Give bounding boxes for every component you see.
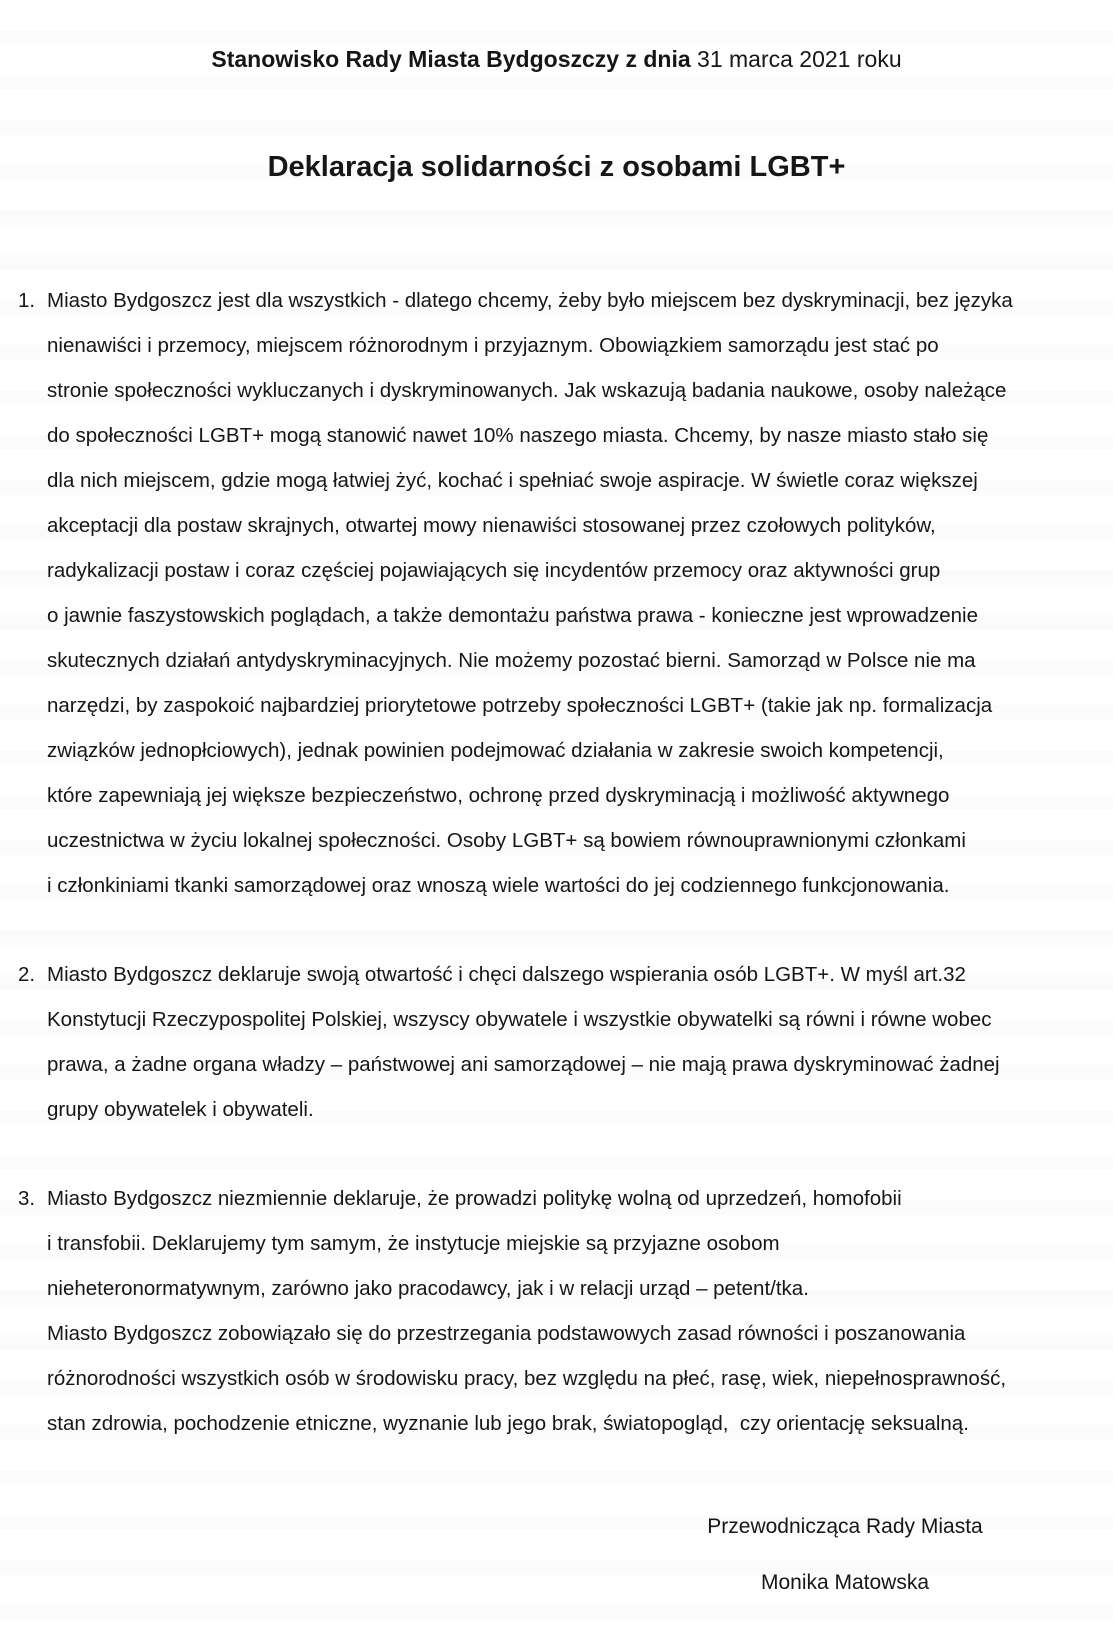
list-item bbox=[0, 1176, 1113, 1446]
paragraph-line: które zapewniają jej większe bezpieczeństwo, ochronę przed dyskryminacją i możliwość aktywnego bbox=[47, 784, 950, 807]
paragraph-line: prawa, a żadne organa władzy – państwowej ani samorządowej – nie mają prawa dyskryminować żadnej bbox=[47, 1053, 1000, 1076]
list-item bbox=[0, 952, 1113, 1132]
paragraph-line: uczestnictwa w życiu lokalnej społeczności. Osoby LGBT+ są bowiem równouprawnionymi członkami bbox=[47, 829, 966, 852]
paragraph-line: nienawiści i przemocy, miejscem różnorodnym i przyjaznym. Obowiązkiem samorządu jest stać po bbox=[47, 334, 939, 357]
declaration-list bbox=[0, 278, 1113, 1490]
document-header bbox=[0, 44, 1113, 74]
paragraph-line: do społeczności LGBT+ mogą stanowić nawet 10% naszego miasta. Chcemy, by nasze miasto stało się bbox=[47, 424, 989, 447]
paragraph-line: różnorodności wszystkich osób w środowisku pracy, bez względu na płeć, rasę, wiek, niepełnosprawność, bbox=[47, 1367, 1007, 1390]
paragraph-line: o jawnie faszystowskich poglądach, a także demontażu państwa prawa - konieczne jest wprowadzenie bbox=[47, 604, 978, 627]
paragraph-line: skutecznych działań antydyskryminacyjnych. Nie możemy pozostać bierni. Samorząd w Polsce nie ma bbox=[47, 649, 976, 672]
paragraph-line: stronie społeczności wykluczanych i dyskryminowanych. Jak wskazują badania naukowe, osoby należące bbox=[47, 379, 1007, 402]
paragraph-line: i transfobii. Deklarujemy tym samym, że instytucje miejskie są przyjazne osobom bbox=[47, 1232, 780, 1255]
paragraph-line: Miasto Bydgoszcz jest dla wszystkich - dlatego chcemy, żeby było miejscem bez dyskryminacji, bez języka bbox=[47, 289, 1013, 312]
page-title: Deklaracja solidarności z osobami LGBT+ bbox=[267, 151, 846, 183]
paragraph-line: Miasto Bydgoszcz zobowiązało się do przestrzegania podstawowych zasad równości i poszanowania bbox=[47, 1322, 966, 1345]
paragraph-line: Miasto Bydgoszcz niezmiennie deklaruje, że prowadzi politykę wolną od uprzedzeń, homofobii bbox=[47, 1187, 902, 1210]
signature-name: Monika Matowska bbox=[760, 1571, 930, 1594]
list-item-number: 1. bbox=[18, 289, 36, 312]
list-item-number: 3. bbox=[18, 1187, 36, 1210]
signature-block bbox=[630, 1504, 1060, 1605]
paragraph-line: grupy obywatelek i obywateli. bbox=[47, 1098, 314, 1121]
paragraph-line: i członkiniami tkanki samorządowej oraz wnoszą wiele wartości do jej codziennego funkcjonowania. bbox=[47, 874, 950, 897]
paragraph-line: narzędzi, by zaspokoić najbardziej priorytetowe potrzeby społeczności LGBT+ (takie jak np. formalizacja bbox=[47, 694, 993, 717]
header-bold-text: Stanowisko Rady Miasta Bydgoszczy z dnia bbox=[211, 46, 698, 72]
list-item-number: 2. bbox=[18, 963, 36, 986]
header-date-text: 31 marca 2021 roku bbox=[697, 46, 902, 72]
paragraph-line: stan zdrowia, pochodzenie etniczne, wyznanie lub jego brak, światopogląd, czy orientację seksualną. bbox=[47, 1412, 969, 1435]
paragraph-line: nieheteronormatywnym, zarówno jako pracodawcy, jak i w relacji urząd – petent/tka. bbox=[47, 1277, 809, 1300]
paragraph-line: radykalizacji postaw i coraz częściej pojawiających się incydentów przemocy oraz aktywności grup bbox=[47, 559, 941, 582]
paragraph-line: związków jednopłciowych), jednak powinien podejmować działania w zakresie swoich kompetencji, bbox=[47, 739, 944, 762]
paragraph-line: Miasto Bydgoszcz deklaruje swoją otwartość i chęci dalszego wspierania osób LGBT+. W myśl art.32 bbox=[47, 963, 966, 986]
signature-role: Przewodnicząca Rady Miasta bbox=[707, 1515, 983, 1538]
list-item bbox=[0, 278, 1113, 908]
paragraph-line: Konstytucji Rzeczypospolitej Polskiej, wszyscy obywatele i wszystkie obywatelki są równi i równe wobec bbox=[47, 1008, 992, 1031]
paragraph-line: akceptacji dla postaw skrajnych, otwartej mowy nienawiści stosowanej przez czołowych polityków, bbox=[47, 514, 936, 537]
paragraph-line: dla nich miejscem, gdzie mogą łatwiej żyć, kochać i spełniać swoje aspiracje. W świetle coraz większej bbox=[47, 469, 978, 492]
